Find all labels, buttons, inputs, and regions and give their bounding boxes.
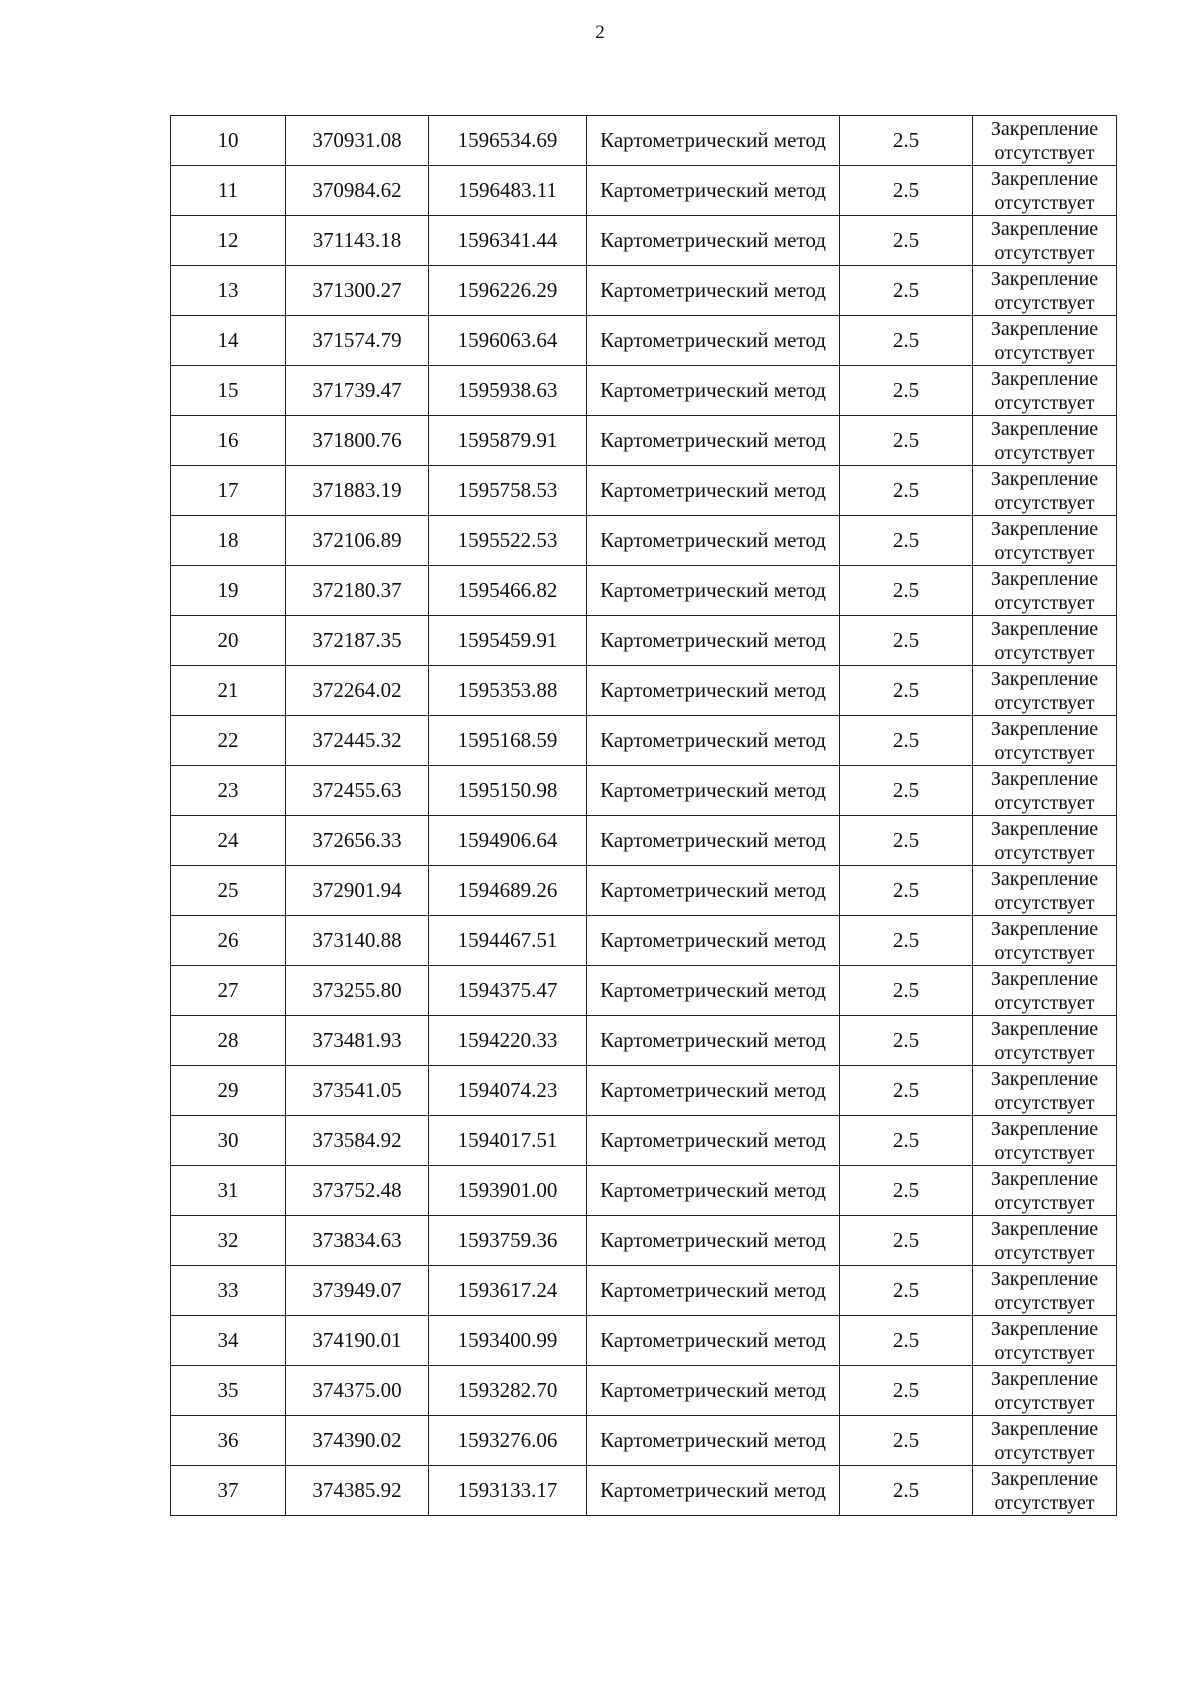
note-line-2: отсутствует: [994, 1141, 1095, 1164]
note-line-1: Закрепление: [990, 717, 1099, 740]
method-cell: Картометрический метод: [587, 116, 840, 166]
accuracy-cell: 2.5: [840, 1366, 973, 1416]
note-line-1: Закрепление: [990, 1367, 1099, 1390]
note-line-2: отсутствует: [994, 591, 1095, 614]
x-coordinate-cell: 373255.80: [286, 966, 429, 1016]
table-row: [171, 1316, 1117, 1366]
point-number-cell: 21: [171, 666, 286, 716]
note-line-2: отсутствует: [994, 691, 1095, 714]
y-coordinate-cell: 1595150.98: [429, 766, 587, 816]
table-row: [171, 866, 1117, 916]
x-coordinate-cell: 371800.76: [286, 416, 429, 466]
note-line-1: Закрепление: [990, 1467, 1099, 1490]
note-line-2: отсутствует: [994, 1291, 1095, 1314]
note-line-1: Закрепление: [990, 467, 1099, 490]
point-number-cell: 26: [171, 916, 286, 966]
y-coordinate-cell: 1594689.26: [429, 866, 587, 916]
note-line-1: Закрепление: [990, 317, 1099, 340]
fixation-note-cell: [973, 666, 1117, 716]
method-cell: Картометрический метод: [587, 566, 840, 616]
note-line-2: отсутствует: [994, 1491, 1095, 1514]
point-number-cell: 17: [171, 466, 286, 516]
point-number-cell: 34: [171, 1316, 286, 1366]
x-coordinate-cell: 371739.47: [286, 366, 429, 416]
y-coordinate-cell: 1595353.88: [429, 666, 587, 716]
point-number-cell: 25: [171, 866, 286, 916]
note-line-1: Закрепление: [990, 567, 1099, 590]
note-line-2: отсутствует: [994, 291, 1095, 314]
method-cell: Картометрический метод: [587, 1466, 840, 1516]
note-line-1: Закрепление: [990, 1117, 1099, 1140]
note-line-2: отсутствует: [994, 141, 1095, 164]
point-number-cell: 16: [171, 416, 286, 466]
note-line-2: отсутствует: [994, 491, 1095, 514]
fixation-note-cell: [973, 366, 1117, 416]
table-row: [171, 466, 1117, 516]
fixation-note-cell: [973, 216, 1117, 266]
note-line-2: отсутствует: [994, 891, 1095, 914]
table-row: [171, 916, 1117, 966]
fixation-note-cell: [973, 566, 1117, 616]
accuracy-cell: 2.5: [840, 666, 973, 716]
accuracy-cell: 2.5: [840, 1316, 973, 1366]
fixation-note-cell: [973, 166, 1117, 216]
note-line-1: Закрепление: [990, 417, 1099, 440]
table-row: [171, 216, 1117, 266]
point-number-cell: 20: [171, 616, 286, 666]
y-coordinate-cell: 1594074.23: [429, 1066, 587, 1116]
x-coordinate-cell: 374390.02: [286, 1416, 429, 1466]
point-number-cell: 32: [171, 1216, 286, 1266]
fixation-note-cell: [973, 816, 1117, 866]
y-coordinate-cell: 1595522.53: [429, 516, 587, 566]
y-coordinate-cell: 1595459.91: [429, 616, 587, 666]
accuracy-cell: 2.5: [840, 1466, 973, 1516]
accuracy-cell: 2.5: [840, 466, 973, 516]
table-row: [171, 666, 1117, 716]
fixation-note-cell: [973, 1216, 1117, 1266]
note-line-1: Закрепление: [990, 1417, 1099, 1440]
table-row: [171, 366, 1117, 416]
x-coordinate-cell: 373481.93: [286, 1016, 429, 1066]
method-cell: Картометрический метод: [587, 316, 840, 366]
accuracy-cell: 2.5: [840, 966, 973, 1016]
method-cell: Картометрический метод: [587, 666, 840, 716]
x-coordinate-cell: 373949.07: [286, 1266, 429, 1316]
y-coordinate-cell: 1594906.64: [429, 816, 587, 866]
fixation-note-cell: [973, 266, 1117, 316]
point-number-cell: 24: [171, 816, 286, 866]
method-cell: Картометрический метод: [587, 1116, 840, 1166]
y-coordinate-cell: 1593617.24: [429, 1266, 587, 1316]
fixation-note-cell: [973, 1366, 1117, 1416]
method-cell: Картометрический метод: [587, 366, 840, 416]
note-line-1: Закрепление: [990, 267, 1099, 290]
note-line-2: отсутствует: [994, 1341, 1095, 1364]
accuracy-cell: 2.5: [840, 116, 973, 166]
method-cell: Картометрический метод: [587, 1216, 840, 1266]
table-row: [171, 116, 1117, 166]
accuracy-cell: 2.5: [840, 766, 973, 816]
note-line-1: Закрепление: [990, 1067, 1099, 1090]
point-number-cell: 37: [171, 1466, 286, 1516]
fixation-note-cell: [973, 466, 1117, 516]
note-line-1: Закрепление: [990, 367, 1099, 390]
note-line-1: Закрепление: [990, 1217, 1099, 1240]
fixation-note-cell: [973, 1416, 1117, 1466]
page-number: 2: [595, 22, 605, 43]
x-coordinate-cell: 372264.02: [286, 666, 429, 716]
y-coordinate-cell: 1593901.00: [429, 1166, 587, 1216]
fixation-note-cell: [973, 1016, 1117, 1066]
y-coordinate-cell: 1593282.70: [429, 1366, 587, 1416]
accuracy-cell: 2.5: [840, 1016, 973, 1066]
y-coordinate-cell: 1595879.91: [429, 416, 587, 466]
table-row: [171, 966, 1117, 1016]
x-coordinate-cell: 374385.92: [286, 1466, 429, 1516]
note-line-1: Закрепление: [990, 117, 1099, 140]
table-row: [171, 1266, 1117, 1316]
x-coordinate-cell: 373752.48: [286, 1166, 429, 1216]
note-line-1: Закрепление: [990, 967, 1099, 990]
x-coordinate-cell: 373834.63: [286, 1216, 429, 1266]
table-row: [171, 1016, 1117, 1066]
method-cell: Картометрический метод: [587, 866, 840, 916]
point-number-cell: 12: [171, 216, 286, 266]
point-number-cell: 27: [171, 966, 286, 1016]
accuracy-cell: 2.5: [840, 816, 973, 866]
method-cell: Картометрический метод: [587, 1366, 840, 1416]
method-cell: Картометрический метод: [587, 1166, 840, 1216]
table-row: [171, 1366, 1117, 1416]
point-number-cell: 33: [171, 1266, 286, 1316]
table-row: [171, 566, 1117, 616]
accuracy-cell: 2.5: [840, 216, 973, 266]
fixation-note-cell: [973, 766, 1117, 816]
point-number-cell: 30: [171, 1116, 286, 1166]
table-row: [171, 516, 1117, 566]
method-cell: Картометрический метод: [587, 1016, 840, 1066]
fixation-note-cell: [973, 316, 1117, 366]
table-row: [171, 316, 1117, 366]
fixation-note-cell: [973, 1266, 1117, 1316]
method-cell: Картометрический метод: [587, 816, 840, 866]
y-coordinate-cell: 1595758.53: [429, 466, 587, 516]
accuracy-cell: 2.5: [840, 1266, 973, 1316]
fixation-note-cell: [973, 616, 1117, 666]
table-row: [171, 716, 1117, 766]
fixation-note-cell: [973, 1466, 1117, 1516]
fixation-note-cell: [973, 1066, 1117, 1116]
x-coordinate-cell: 374190.01: [286, 1316, 429, 1366]
x-coordinate-cell: 372656.33: [286, 816, 429, 866]
method-cell: Картометрический метод: [587, 416, 840, 466]
fixation-note-cell: [973, 416, 1117, 466]
method-cell: Картометрический метод: [587, 516, 840, 566]
point-number-cell: 35: [171, 1366, 286, 1416]
coordinates-table-body: [171, 116, 1117, 1516]
note-line-2: отсутствует: [994, 441, 1095, 464]
fixation-note-cell: [973, 966, 1117, 1016]
note-line-2: отсутствует: [994, 791, 1095, 814]
y-coordinate-cell: 1596226.29: [429, 266, 587, 316]
y-coordinate-cell: 1596534.69: [429, 116, 587, 166]
method-cell: Картометрический метод: [587, 1066, 840, 1116]
y-coordinate-cell: 1595168.59: [429, 716, 587, 766]
x-coordinate-cell: 372455.63: [286, 766, 429, 816]
accuracy-cell: 2.5: [840, 1166, 973, 1216]
method-cell: Картометрический метод: [587, 766, 840, 816]
note-line-2: отсутствует: [994, 741, 1095, 764]
y-coordinate-cell: 1596483.11: [429, 166, 587, 216]
method-cell: Картометрический метод: [587, 966, 840, 1016]
x-coordinate-cell: 371574.79: [286, 316, 429, 366]
note-line-2: отсутствует: [994, 1191, 1095, 1214]
fixation-note-cell: [973, 1316, 1117, 1366]
accuracy-cell: 2.5: [840, 716, 973, 766]
y-coordinate-cell: 1596063.64: [429, 316, 587, 366]
note-line-2: отсутствует: [994, 941, 1095, 964]
note-line-1: Закрепление: [990, 767, 1099, 790]
y-coordinate-cell: 1594375.47: [429, 966, 587, 1016]
accuracy-cell: 2.5: [840, 1066, 973, 1116]
point-number-cell: 31: [171, 1166, 286, 1216]
x-coordinate-cell: 373140.88: [286, 916, 429, 966]
point-number-cell: 11: [171, 166, 286, 216]
method-cell: Картометрический метод: [587, 716, 840, 766]
note-line-2: отсутствует: [994, 191, 1095, 214]
x-coordinate-cell: 370984.62: [286, 166, 429, 216]
y-coordinate-cell: 1594467.51: [429, 916, 587, 966]
method-cell: Картометрический метод: [587, 616, 840, 666]
table-row: [171, 1466, 1117, 1516]
note-line-2: отсутствует: [994, 641, 1095, 664]
y-coordinate-cell: 1593276.06: [429, 1416, 587, 1466]
note-line-1: Закрепление: [990, 217, 1099, 240]
y-coordinate-cell: 1595938.63: [429, 366, 587, 416]
table-row: [171, 416, 1117, 466]
note-line-1: Закрепление: [990, 667, 1099, 690]
note-line-1: Закрепление: [990, 517, 1099, 540]
accuracy-cell: 2.5: [840, 416, 973, 466]
table-row: [171, 1416, 1117, 1466]
y-coordinate-cell: 1595466.82: [429, 566, 587, 616]
note-line-1: Закрепление: [990, 1017, 1099, 1040]
note-line-1: Закрепление: [990, 817, 1099, 840]
accuracy-cell: 2.5: [840, 866, 973, 916]
accuracy-cell: 2.5: [840, 516, 973, 566]
note-line-2: отсутствует: [994, 1091, 1095, 1114]
table-row: [171, 766, 1117, 816]
table-row: [171, 1066, 1117, 1116]
x-coordinate-cell: 372901.94: [286, 866, 429, 916]
y-coordinate-cell: 1594220.33: [429, 1016, 587, 1066]
y-coordinate-cell: 1593759.36: [429, 1216, 587, 1266]
fixation-note-cell: [973, 866, 1117, 916]
table-row: [171, 266, 1117, 316]
note-line-2: отсутствует: [994, 991, 1095, 1014]
fixation-note-cell: [973, 1116, 1117, 1166]
x-coordinate-cell: 372187.35: [286, 616, 429, 666]
x-coordinate-cell: 374375.00: [286, 1366, 429, 1416]
fixation-note-cell: [973, 916, 1117, 966]
point-number-cell: 19: [171, 566, 286, 616]
note-line-2: отсутствует: [994, 1241, 1095, 1264]
note-line-1: Закрепление: [990, 1267, 1099, 1290]
y-coordinate-cell: 1594017.51: [429, 1116, 587, 1166]
note-line-2: отсутствует: [994, 1391, 1095, 1414]
table-row: [171, 1116, 1117, 1166]
table-row: [171, 166, 1117, 216]
method-cell: Картометрический метод: [587, 1316, 840, 1366]
x-coordinate-cell: 371300.27: [286, 266, 429, 316]
method-cell: Картометрический метод: [587, 1266, 840, 1316]
point-number-cell: 13: [171, 266, 286, 316]
note-line-2: отсутствует: [994, 1041, 1095, 1064]
accuracy-cell: 2.5: [840, 266, 973, 316]
table-row: [171, 616, 1117, 666]
note-line-2: отсутствует: [994, 541, 1095, 564]
method-cell: Картометрический метод: [587, 916, 840, 966]
x-coordinate-cell: 372106.89: [286, 516, 429, 566]
x-coordinate-cell: 373584.92: [286, 1116, 429, 1166]
fixation-note-cell: [973, 1166, 1117, 1216]
point-number-cell: 14: [171, 316, 286, 366]
note-line-2: отсутствует: [994, 341, 1095, 364]
method-cell: Картометрический метод: [587, 266, 840, 316]
accuracy-cell: 2.5: [840, 916, 973, 966]
accuracy-cell: 2.5: [840, 1116, 973, 1166]
accuracy-cell: 2.5: [840, 1216, 973, 1266]
point-number-cell: 29: [171, 1066, 286, 1116]
x-coordinate-cell: 372180.37: [286, 566, 429, 616]
fixation-note-cell: [973, 516, 1117, 566]
note-line-1: Закрепление: [990, 917, 1099, 940]
note-line-2: отсутствует: [994, 1441, 1095, 1464]
table-row: [171, 816, 1117, 866]
accuracy-cell: 2.5: [840, 316, 973, 366]
note-line-1: Закрепление: [990, 1167, 1099, 1190]
accuracy-cell: 2.5: [840, 1416, 973, 1466]
point-number-cell: 18: [171, 516, 286, 566]
note-line-1: Закрепление: [990, 167, 1099, 190]
fixation-note-cell: [973, 716, 1117, 766]
coordinates-table: [170, 115, 1117, 1516]
y-coordinate-cell: 1593133.17: [429, 1466, 587, 1516]
x-coordinate-cell: 372445.32: [286, 716, 429, 766]
method-cell: Картометрический метод: [587, 166, 840, 216]
point-number-cell: 10: [171, 116, 286, 166]
table-row: [171, 1166, 1117, 1216]
method-cell: Картометрический метод: [587, 466, 840, 516]
x-coordinate-cell: 371883.19: [286, 466, 429, 516]
accuracy-cell: 2.5: [840, 566, 973, 616]
y-coordinate-cell: 1596341.44: [429, 216, 587, 266]
point-number-cell: 23: [171, 766, 286, 816]
table-row: [171, 1216, 1117, 1266]
x-coordinate-cell: 371143.18: [286, 216, 429, 266]
note-line-1: Закрепление: [990, 867, 1099, 890]
point-number-cell: 15: [171, 366, 286, 416]
note-line-1: Закрепление: [990, 617, 1099, 640]
note-line-2: отсутствует: [994, 241, 1095, 264]
note-line-2: отсутствует: [994, 841, 1095, 864]
point-number-cell: 28: [171, 1016, 286, 1066]
point-number-cell: 22: [171, 716, 286, 766]
note-line-1: Закрепление: [990, 1317, 1099, 1340]
y-coordinate-cell: 1593400.99: [429, 1316, 587, 1366]
accuracy-cell: 2.5: [840, 366, 973, 416]
accuracy-cell: 2.5: [840, 616, 973, 666]
note-line-2: отсутствует: [994, 391, 1095, 414]
method-cell: Картометрический метод: [587, 1416, 840, 1466]
accuracy-cell: 2.5: [840, 166, 973, 216]
point-number-cell: 36: [171, 1416, 286, 1466]
x-coordinate-cell: 373541.05: [286, 1066, 429, 1116]
method-cell: Картометрический метод: [587, 216, 840, 266]
fixation-note-cell: [973, 116, 1117, 166]
x-coordinate-cell: 370931.08: [286, 116, 429, 166]
